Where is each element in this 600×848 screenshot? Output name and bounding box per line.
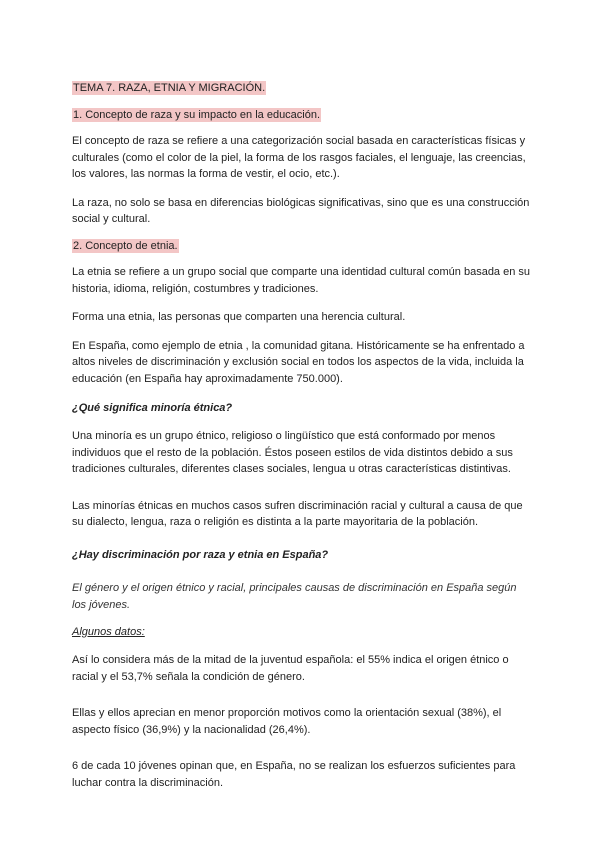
section1-heading: 1. Concepto de raza y su impacto en la educación.	[73, 108, 321, 121]
section1-heading-line	[72, 107, 532, 124]
document-title: TEMA 7. RAZA, ETNIA Y MIGRACIÓN.	[73, 82, 266, 94]
section2-heading: 2. Concepto de etnia.	[73, 239, 178, 252]
minority-paragraph-2: Las minorías étnicas en muchos casos sufren discriminación racial y cultural a causa de que su dialecto, lengua, raza o religión es distinta a la parte mayoritaria de la población.	[72, 499, 523, 528]
minority-paragraph-1: Una minoría es un grupo étnico, religioso o lingüístico que está conformado por menos individuos que el resto de la población. Éstos poseen estilos de vida distintos debido a sus tradiciones culturales, diferentes clases sociales, lengua u otras características distintivas.	[72, 430, 513, 475]
discrimination-subtitle: El género y el origen étnico y racial, principales causas de discriminación en España según los jóvenes.	[72, 581, 517, 611]
section2-paragraph-2: Forma una etnia, las personas que comparten una herencia cultural.	[72, 311, 406, 323]
document-title-line	[72, 80, 532, 97]
discrimination-paragraph-3: 6 de cada 10 jóvenes opinan que, en España, no se realizan los esfuerzos suficientes para luchar contra la discriminación.	[72, 760, 516, 789]
section1-paragraph-1: El concepto de raza se refiere a una categorización social basada en características físicas y culturales (como el color de la piel, la forma de los rasgos faciales, el lenguaje, las creencias, los valores, las normas la forma de vestir, el ocio, etc.).	[72, 135, 526, 180]
section2-heading-line	[72, 238, 532, 255]
discrimination-question: ¿Hay discriminación por raza y etnia en España?	[72, 548, 329, 561]
data-label: Algunos datos:	[72, 625, 145, 638]
section1-paragraph-2: La raza, no solo se basa en diferencias biológicas significativas, sino que es una construcción social y cultural.	[72, 196, 530, 225]
document-content	[72, 80, 532, 791]
data-label-line	[72, 624, 532, 641]
section2-paragraph-1: La etnia se refiere a un grupo social que comparte una identidad cultural común basada en su historia, idioma, religión, costumbres y tradiciones.	[72, 266, 531, 295]
discrimination-paragraph-2: Ellas y ellos aprecian en menor proporción motivos como la orientación sexual (38%), el aspecto físico (36,9%) y la nacionalidad (26,4%).	[72, 707, 502, 736]
minority-question: ¿Qué significa minoría étnica?	[72, 402, 233, 414]
section2-paragraph-3: En España, como ejemplo de etnia , la comunidad gitana. Históricamente se ha enfrentado a altos niveles de discriminación y exclusión social en todos los aspectos de la vida, incluida la educación (en España hay aproximadamente 750.000).	[72, 339, 525, 385]
discrimination-paragraph-1: Así lo considera más de la mitad de la juventud española: el 55% indica el origen étnico o racial y el 53,7% señala la condición de género.	[72, 654, 509, 683]
